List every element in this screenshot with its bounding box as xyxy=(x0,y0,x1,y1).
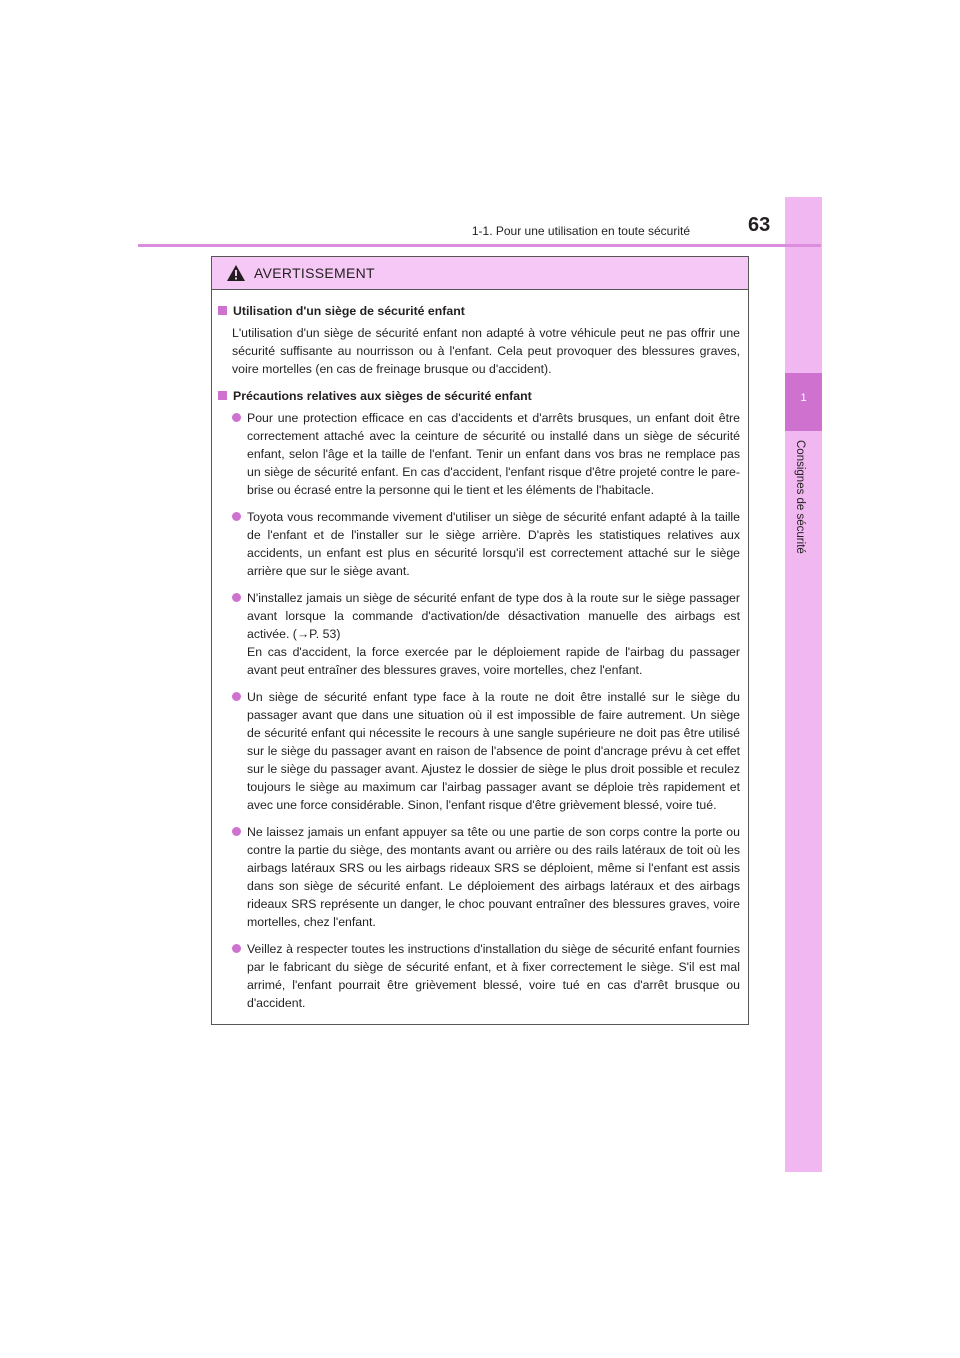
bullet-text: Ne laissez jamais un enfant appuyer sa tête ou une partie de son corps contre la porte ou contre la partie du siège, des montants avant ou arrière ou des rails latéraux de toit où les airbags latéraux SRS ou les airbags rideaux SRS se déploient, même si l'enfant est assis dans son siège de sécurité enfant. Le déploiement des airbags latéraux et des airbags rideaux SRS représente un danger, le choc pouvant entraîner des blessures graves, voire mortelles, chez l'enfant. xyxy=(247,825,740,929)
bullet-text-continued: En cas d'accident, la force exercée par le déploiement rapide de l'airbag du passager avant peut entraîner des blessures graves, voire mortelles, chez l'enfant. xyxy=(247,645,740,677)
bullet-item xyxy=(218,508,740,580)
warning-title: AVERTISSEMENT xyxy=(254,265,375,281)
bullet-text: N'installez jamais un siège de sécurité enfant de type dos à la route sur le siège passager avant lorsque la commande d'activation/de désactivation manuelle des airbags est activée. (→P. 53) xyxy=(247,591,740,641)
bullet-item xyxy=(218,940,740,1012)
warning-triangle-icon xyxy=(226,264,246,282)
bullet-text-group xyxy=(247,589,740,679)
circle-bullet-icon xyxy=(232,593,241,602)
header-rule xyxy=(138,244,821,247)
section-title xyxy=(218,302,740,320)
chapter-title: Consignes de sécurité xyxy=(794,440,806,554)
bullet-text: Veillez à respecter toutes les instructions d'installation du siège de sécurité enfant fournies par le fabricant du siège de sécurité enfant, et à fixer correctement le siège. S'il est mal arrimé, l'enfant pourrait être grièvement blessé, voire tué en cas d'arrêt brusque ou d'accident. xyxy=(247,942,740,1010)
bullet-item xyxy=(218,409,740,499)
circle-bullet-icon xyxy=(232,692,241,701)
bullet-text: Pour une protection efficace en cas d'accidents et d'arrêts brusques, un enfant doit être correctement attaché avec la ceinture de sécurité ou installé dans un siège de sécurité enfant, selon l'âge et la taille de l'enfant. Tenir un enfant dans vos bras ne remplace pas un siège de sécurité enfant. En cas d'accident, l'enfant risque d'être projeté contre le pare-brise ou écrasé entre la personne qui le tient et les éléments de l'habitacle. xyxy=(247,411,740,497)
section-title-text: Précautions relatives aux sièges de sécurité enfant xyxy=(233,389,532,403)
bullet-item xyxy=(218,823,740,931)
chapter-number: 1 xyxy=(800,392,807,404)
circle-bullet-icon xyxy=(232,827,241,836)
circle-bullet-icon xyxy=(232,512,241,521)
warning-body xyxy=(212,290,748,1012)
page-number: 63 xyxy=(748,214,771,236)
circle-bullet-icon xyxy=(232,944,241,953)
warning-header xyxy=(212,257,748,290)
bullet-item xyxy=(218,589,740,679)
chapter-side-tab xyxy=(785,197,822,1172)
circle-bullet-icon xyxy=(232,413,241,422)
warning-box xyxy=(211,256,749,1025)
section-title xyxy=(218,387,740,405)
bullet-item xyxy=(218,688,740,814)
square-bullet-icon xyxy=(218,306,227,315)
bullet-text: Un siège de sécurité enfant type face à la route ne doit être installé sur le siège du passager avant que dans une situation où il est impossible de faire autrement. Un siège de sécurité enfant qui nécessite le recours à une sangle supérieure ne doit pas être utilisé sur le siège du passager avant en raison de l'absence de point d'ancrage prévu à cet effet sur le siège du passager avant. Ajustez le dossier de siège le plus droit possible et reculez toujours le siège au maximum car l'airbag passager avant se déploie très rapidement et avec une force considérable. Sinon, l'enfant risque d'être grièvement blessé, voire tué. xyxy=(247,690,740,812)
square-bullet-icon xyxy=(218,391,227,400)
section-paragraph: L'utilisation d'un siège de sécurité enfant non adapté à votre véhicule peut ne pas offrir une sécurité suffisante au nourrisson ou à l'enfant. Cela peut provoquer des blessures graves, voire mortelles (en cas de freinage brusque ou d'accident). xyxy=(232,326,740,376)
section-title-text: Utilisation d'un siège de sécurité enfant xyxy=(233,304,465,318)
section-heading: 1-1. Pour une utilisation en toute sécurité xyxy=(471,224,690,238)
bullet-text: Toyota vous recommande vivement d'utiliser un siège de sécurité enfant adapté à la taille de l'enfant et de l'installer sur le siège arrière. D'après les statistiques relatives aux accidents, un enfant est plus en sécurité lorsqu'il est correctement attaché sur le siège arrière que sur le siège avant. xyxy=(247,510,740,578)
